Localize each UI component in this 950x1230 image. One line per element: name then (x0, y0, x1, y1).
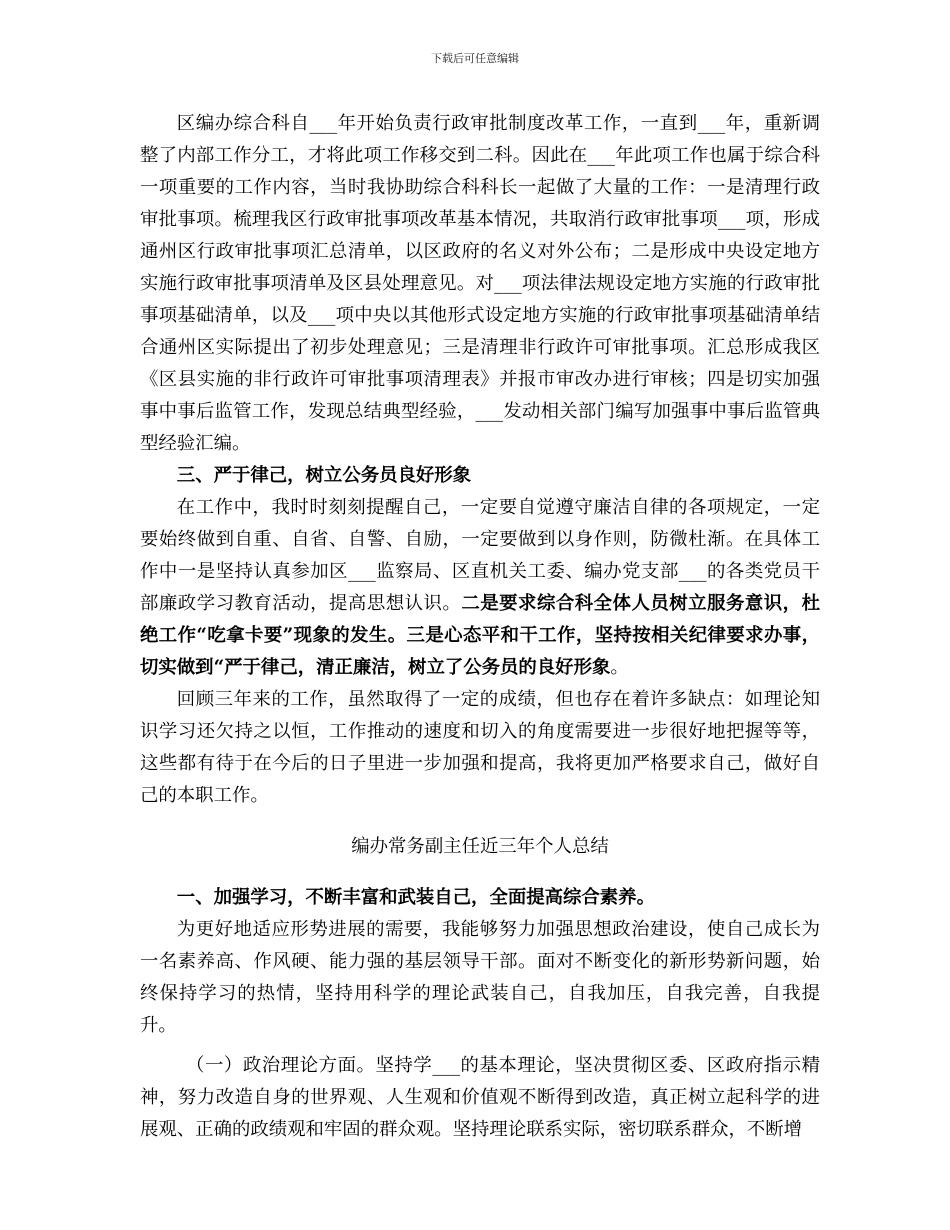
reform-work-paragraph: 区编办综合科自___年开始负责行政审批制度改革工作，一直到___年，重新调整了内部工作分工，才将此项工作移交到二科。因此在___年此项工作也属于综合科一项重要的工作内容，当时我协助综合科科长一起做了大量的工作：一是清理行政审批事项。梳理我区行政审批事项改革基本情况，共取消行政审批事项___项，形成通州区行政审批事项汇总清单，以区政府的名义对外公布；二是形成中央设定地方实施行政审批事项清单及区县处理意见。对___项法律法规设定地方实施的行政审批事项基础清单，以及___项中央以其他形式设定地方实施的行政审批事项基础清单结合通州区实际提出了初步处理意见；三是清理非行政许可审批事项。汇总形成我区《区县实施的非行政许可审批事项清理表》并报市审改办进行审核；四是切实加强事中事后监管工作，发现总结典型经验，___发动相关部门编写加强事中事后监管典型经验汇编。 (140, 113, 820, 454)
study-heading: 一、加强学习，不断丰富和武装自己，全面提高综合素养。 (176, 887, 655, 908)
political-theory-paragraph: （一）政治理论方面。坚持学___的基本理论，坚决贯彻区委、区政府指示精神，努力改造自身的世界观、人生观和价值观不断得到改造，真正树立起科学的进展观、正确的政绩观和牢固的群众观。坚持理论联系实际，密切联系群众，不断增 (140, 1055, 820, 1140)
section-three-heading: 三、严于律己，树立公务员良好形象 (176, 465, 472, 486)
page-header: 下载后可任意编辑 (431, 52, 519, 65)
document-title: 编办常务副主任近三年个人总结 (351, 836, 609, 857)
document-body (140, 108, 820, 1146)
self-discipline-bold-text: 二是要求综合科全体人员树立服务意识，杜绝工作“吃拿卡要”现象的发生。三是心态平和干工作，坚持按相关纪律要求办事，切实做到“严于律己，清正廉洁，树立了公务员的良好形象 (140, 593, 820, 678)
self-discipline-end: 。 (610, 657, 629, 678)
self-discipline-paragraph (140, 492, 820, 684)
review-paragraph: 回顾三年来的工作，虽然取得了一定的成绩，但也存在着许多缺点：如理论知识学习还欠持之以恒，工作推动的速度和切入的角度需要进一步很好地把握等等，这些都有待于在今后的日子里进一步加强和提高，我将更加严格要求自己，做好自己的本职工作。 (140, 689, 820, 806)
study-paragraph: 为更好地适应形势进展的需要，我能够努力加强思想政治建设，使自己成长为一名素养高、作风硬、能力强的基层领导干部。面对不断变化的新形势新问题，始终保持学习的热情，坚持用科学的理论武装自己，自我加压，自我完善，自我提升。 (140, 919, 820, 1036)
self-discipline-text: 在工作中，我时时刻刻提醒自己，一定要自觉遵守廉洁自律的各项规定，一定要始终做到自重、自省、自警、自励，一定要做到以身作则，防微杜渐。在具体工作中一是坚持认真参加区___监察局、区直机关工委、编办党支部___的各类党员干部廉政学习教育活动，提高思想认识。 (140, 497, 820, 614)
